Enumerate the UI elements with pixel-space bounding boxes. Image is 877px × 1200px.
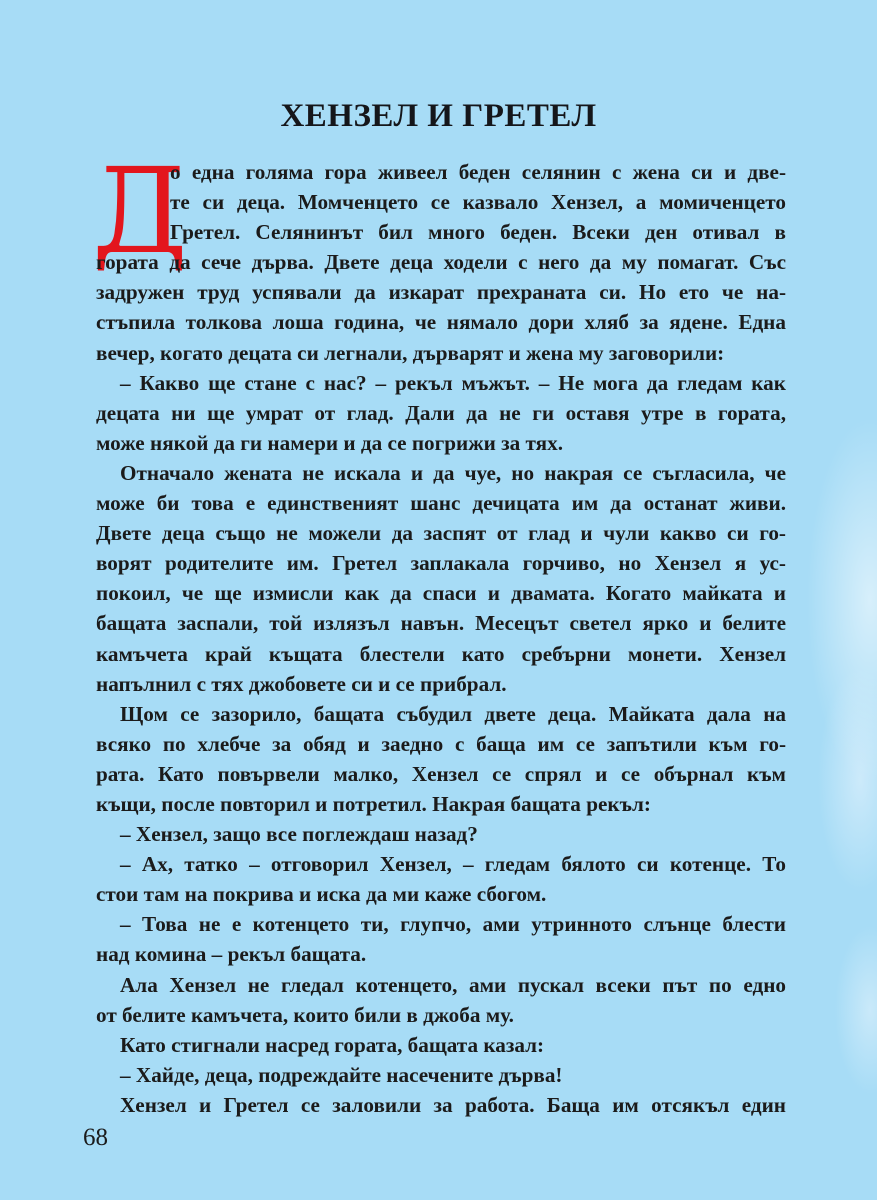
text-line: камъчета край къщата блестели като сребърни монети. Хензел xyxy=(96,641,786,666)
text-line: Като стигнали насред гората, бащата казал: xyxy=(120,1032,545,1057)
drop-cap: Д xyxy=(92,142,188,280)
text-line: от белите камъчета, които били в джоба му. xyxy=(96,1002,514,1027)
text-line: Хензел и Гретел се заловили за работа. Баща им отсякъл един xyxy=(120,1092,786,1117)
page-title: ХЕНЗЕЛ И ГРЕТЕЛ xyxy=(280,98,597,134)
text-line: покоил, че ще измисли как да спаси и двамата. Когато майката и xyxy=(96,581,786,606)
text-line: Двете деца също не можели да заспят от глад и чули какво си го- xyxy=(96,521,786,546)
text-line: ворят родителите им. Гретел заплакала горчиво, но Хензел я ус- xyxy=(96,551,786,576)
text-line: бащата заспали, той излязъл навън. Месецът светел ярко и белите xyxy=(96,611,786,636)
text-line: всяко по хлебче за обяд и заедно с баща им се запътили към го- xyxy=(96,731,786,756)
text-line: Гретел. Селянинът бил много беден. Всеки ден отивал в xyxy=(170,220,786,245)
text-line: над комина – рекъл бащата. xyxy=(96,942,367,967)
text-line: стъпила толкова лоша година, че нямало дори хляб за ядене. Една xyxy=(96,310,786,335)
text-line: децата ни ще умрат от глад. Дали да не ги оставя утре в гората, xyxy=(96,400,786,425)
text-line: може би това е единственият шанс дечицата им да останат живи. xyxy=(96,491,786,516)
text-line: – Това не е котенцето ти, глупчо, ами утринното слънце блести xyxy=(120,912,786,937)
text-line: Щом се зазорило, бащата събудил двете деца. Майката дала на xyxy=(120,701,786,726)
text-line: Отначало жената не искала и да чуе, но накрая се съгласила, че xyxy=(120,460,786,485)
text-line: къщи, после повторил и потретил. Накрая бащата рекъл: xyxy=(96,791,651,816)
text-line: те си деца. Момченцето се казвало Хензел, а момиченцето xyxy=(170,190,786,215)
text-line: – Хайде, деца, подреждайте насечените дърва! xyxy=(120,1062,563,1087)
text-line: вечер, когато децата си легнали, дърварят и жена му заговорили: xyxy=(96,340,725,365)
text-line: – Хензел, защо все поглеждаш назад? xyxy=(120,822,478,847)
text-line: стои там на покрива и иска да ми каже сбогом. xyxy=(96,882,547,907)
text-line: – Ах, татко – отговорил Хензел, – гледам бялото си котенце. То xyxy=(120,852,786,877)
text-line: задружен труд успявали да изкарат прехраната си. Но ето че на- xyxy=(96,280,786,305)
text-line: – Какво ще стане с нас? – рекъл мъжът. – Не мога да гледам как xyxy=(120,370,786,395)
page-number: 68 xyxy=(83,1124,108,1151)
text-line: гората да сече дърва. Двете деца ходели с него да му помагат. Със xyxy=(96,250,786,275)
story-text xyxy=(96,157,786,1120)
text-line: напълнил с тях джобовете си и се прибрал. xyxy=(96,671,507,696)
text-line: може някой да ги намери и да се погрижи за тях. xyxy=(96,430,564,455)
text-line: Ала Хензел не гледал котенцето, ами пускал всеки път по едно xyxy=(120,972,786,997)
text-line: рата. Като повървели малко, Хензел се спрял и се обърнал към xyxy=(96,761,786,786)
text-line: о една голяма гора живеел беден селянин с жена си и две- xyxy=(170,160,786,184)
